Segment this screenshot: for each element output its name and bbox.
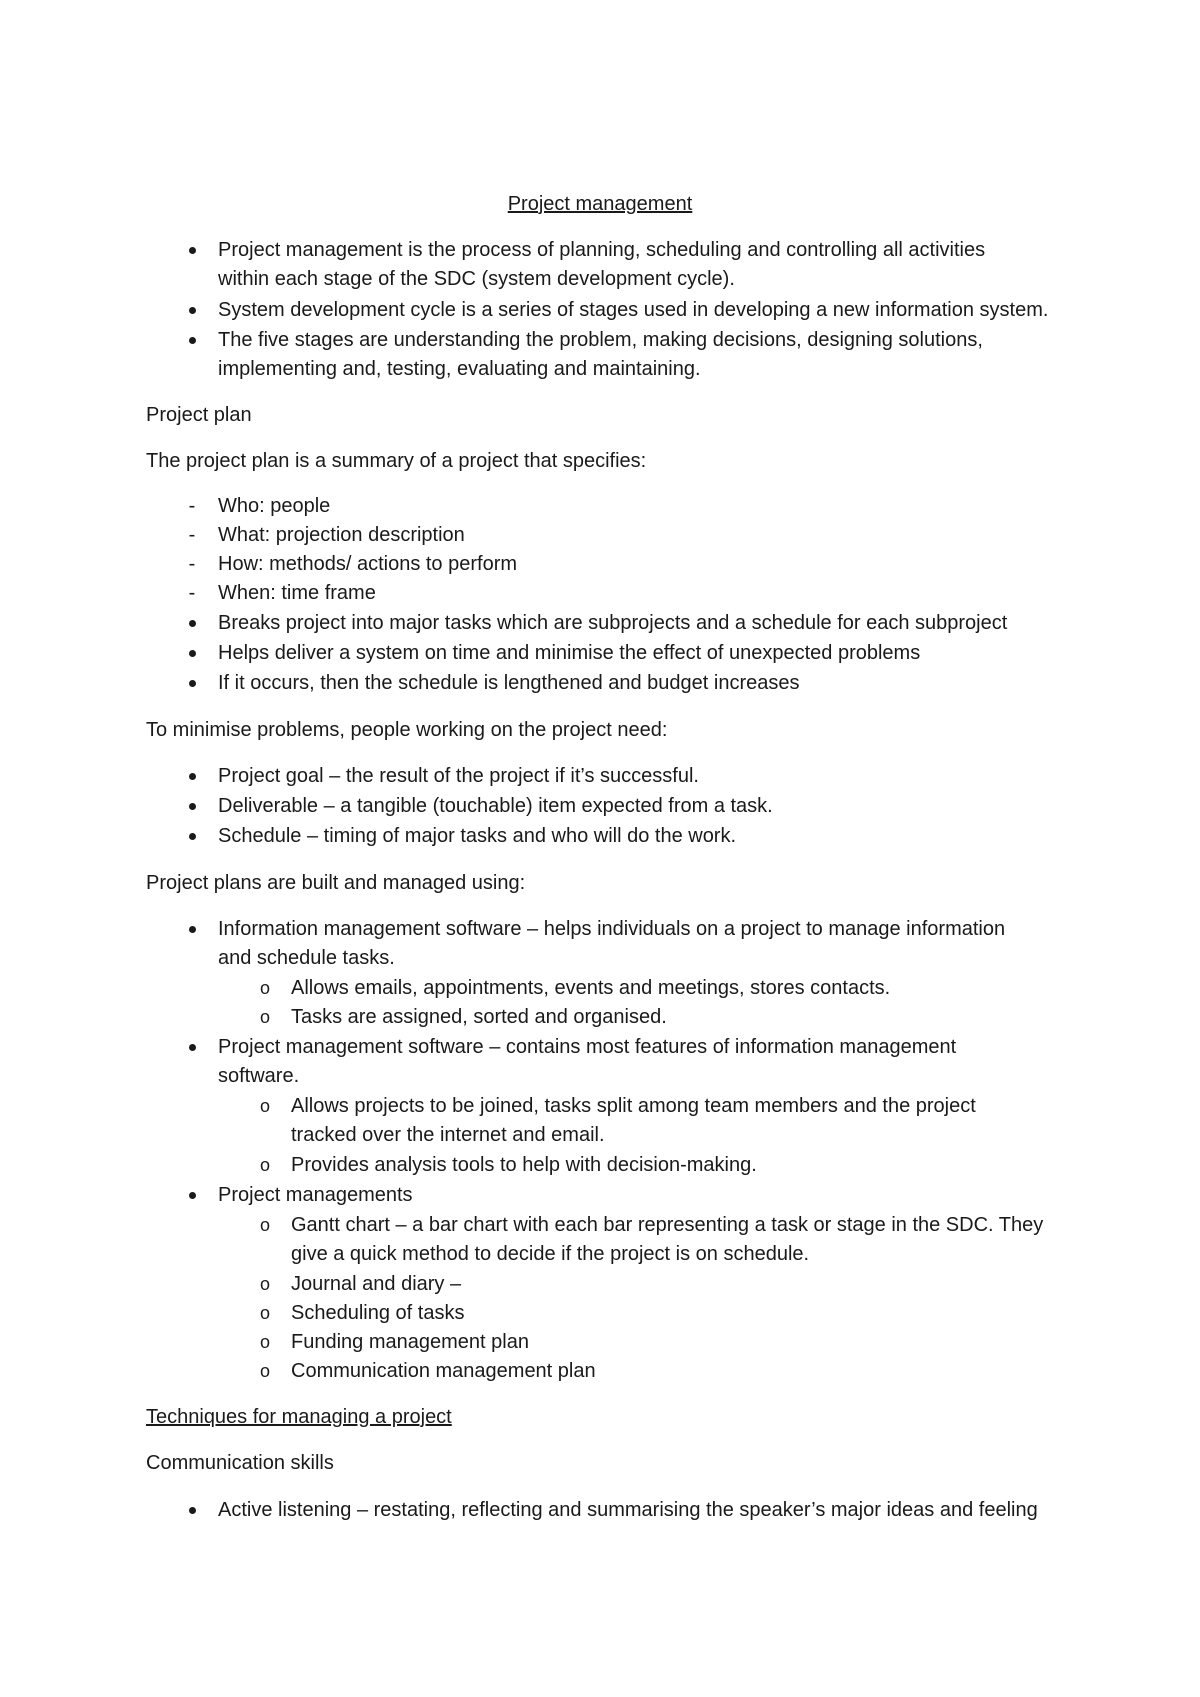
list-item: Helps deliver a system on time and minimise the effect of unexpected problems xyxy=(218,639,920,668)
sub-list-item: o Funding management plan xyxy=(291,1328,529,1357)
circle-marker: o xyxy=(259,1274,270,1294)
list-item: Project management is the process of planning, scheduling and controlling all activities within each stage of the SDC (system development cycle). xyxy=(218,236,985,294)
section-heading: Techniques for managing a project xyxy=(146,1406,452,1428)
sub-list-item: o Allows emails, appointments, events and meetings, stores contacts. xyxy=(291,974,890,1003)
list-item: Project management software – contains most features of information management software. xyxy=(218,1033,956,1091)
sub-list-item: o Tasks are assigned, sorted and organised. xyxy=(291,1003,667,1032)
dash-marker: - xyxy=(188,495,196,517)
bullet-icon xyxy=(180,326,204,355)
list-item: Active listening – restating, reflecting and summarising the speaker’s major ideas and feeling xyxy=(218,1496,1038,1525)
paragraph: Project plans are built and managed using: xyxy=(146,872,526,894)
circle-marker: o xyxy=(259,1096,270,1116)
list-item: System development cycle is a series of stages used in developing a new information system. xyxy=(218,296,1048,325)
list-item: - Who: people xyxy=(218,492,330,521)
bullet-icon xyxy=(180,1496,204,1525)
section-subheading: Communication skills xyxy=(146,1452,334,1474)
list-item: - How: methods/ actions to perform xyxy=(218,550,517,579)
page-title: Project management xyxy=(507,193,693,215)
bullet-icon xyxy=(180,639,204,668)
sub-list-item: o Journal and diary – xyxy=(291,1270,461,1299)
paragraph: To minimise problems, people working on the project need: xyxy=(146,719,668,741)
dash-marker: - xyxy=(188,524,196,546)
sub-list-item: o Allows projects to be joined, tasks split among team members and the project tracked over the internet and email. xyxy=(291,1092,976,1150)
bullet-icon xyxy=(180,792,204,821)
circle-marker: o xyxy=(259,1007,270,1027)
sub-list-item: o Gantt chart – a bar chart with each bar representing a task or stage in the SDC. They give a quick method to decide if the project is on schedule. xyxy=(291,1211,1043,1269)
list-item: Project goal – the result of the project if it’s successful. xyxy=(218,762,699,791)
circle-marker: o xyxy=(259,978,270,998)
list-item: Project managements xyxy=(218,1181,413,1210)
list-item: - What: projection description xyxy=(218,521,465,550)
bullet-icon xyxy=(180,762,204,791)
bullet-icon xyxy=(180,296,204,325)
circle-marker: o xyxy=(259,1215,270,1235)
list-item: The five stages are understanding the problem, making decisions, designing solutions, implementing and, testing, evaluating and maintaining. xyxy=(218,326,983,384)
section-heading: Project plan xyxy=(146,404,252,426)
list-item: Breaks project into major tasks which are subprojects and a schedule for each subproject xyxy=(218,609,1007,638)
circle-marker: o xyxy=(259,1332,270,1352)
dash-marker: - xyxy=(188,582,196,604)
bullet-icon xyxy=(180,1033,204,1062)
list-item: Deliverable – a tangible (touchable) item expected from a task. xyxy=(218,792,773,821)
list-item: - When: time frame xyxy=(218,579,376,608)
paragraph: The project plan is a summary of a project that specifies: xyxy=(146,450,647,472)
bullet-icon xyxy=(180,915,204,944)
bullet-icon xyxy=(180,822,204,851)
list-item: If it occurs, then the schedule is lengthened and budget increases xyxy=(218,669,800,698)
list-item: Schedule – timing of major tasks and who will do the work. xyxy=(218,822,736,851)
circle-marker: o xyxy=(259,1155,270,1175)
dash-marker: - xyxy=(188,553,196,575)
sub-list-item: o Scheduling of tasks xyxy=(291,1299,464,1328)
circle-marker: o xyxy=(259,1303,270,1323)
sub-list-item: o Communication management plan xyxy=(291,1357,596,1386)
bullet-icon xyxy=(180,1181,204,1210)
circle-marker: o xyxy=(259,1361,270,1381)
bullet-icon xyxy=(180,236,204,265)
list-item: Information management software – helps individuals on a project to manage information and schedule tasks. xyxy=(218,915,1005,973)
bullet-icon xyxy=(180,609,204,638)
bullet-icon xyxy=(180,669,204,698)
sub-list-item: o Provides analysis tools to help with decision-making. xyxy=(291,1151,757,1180)
